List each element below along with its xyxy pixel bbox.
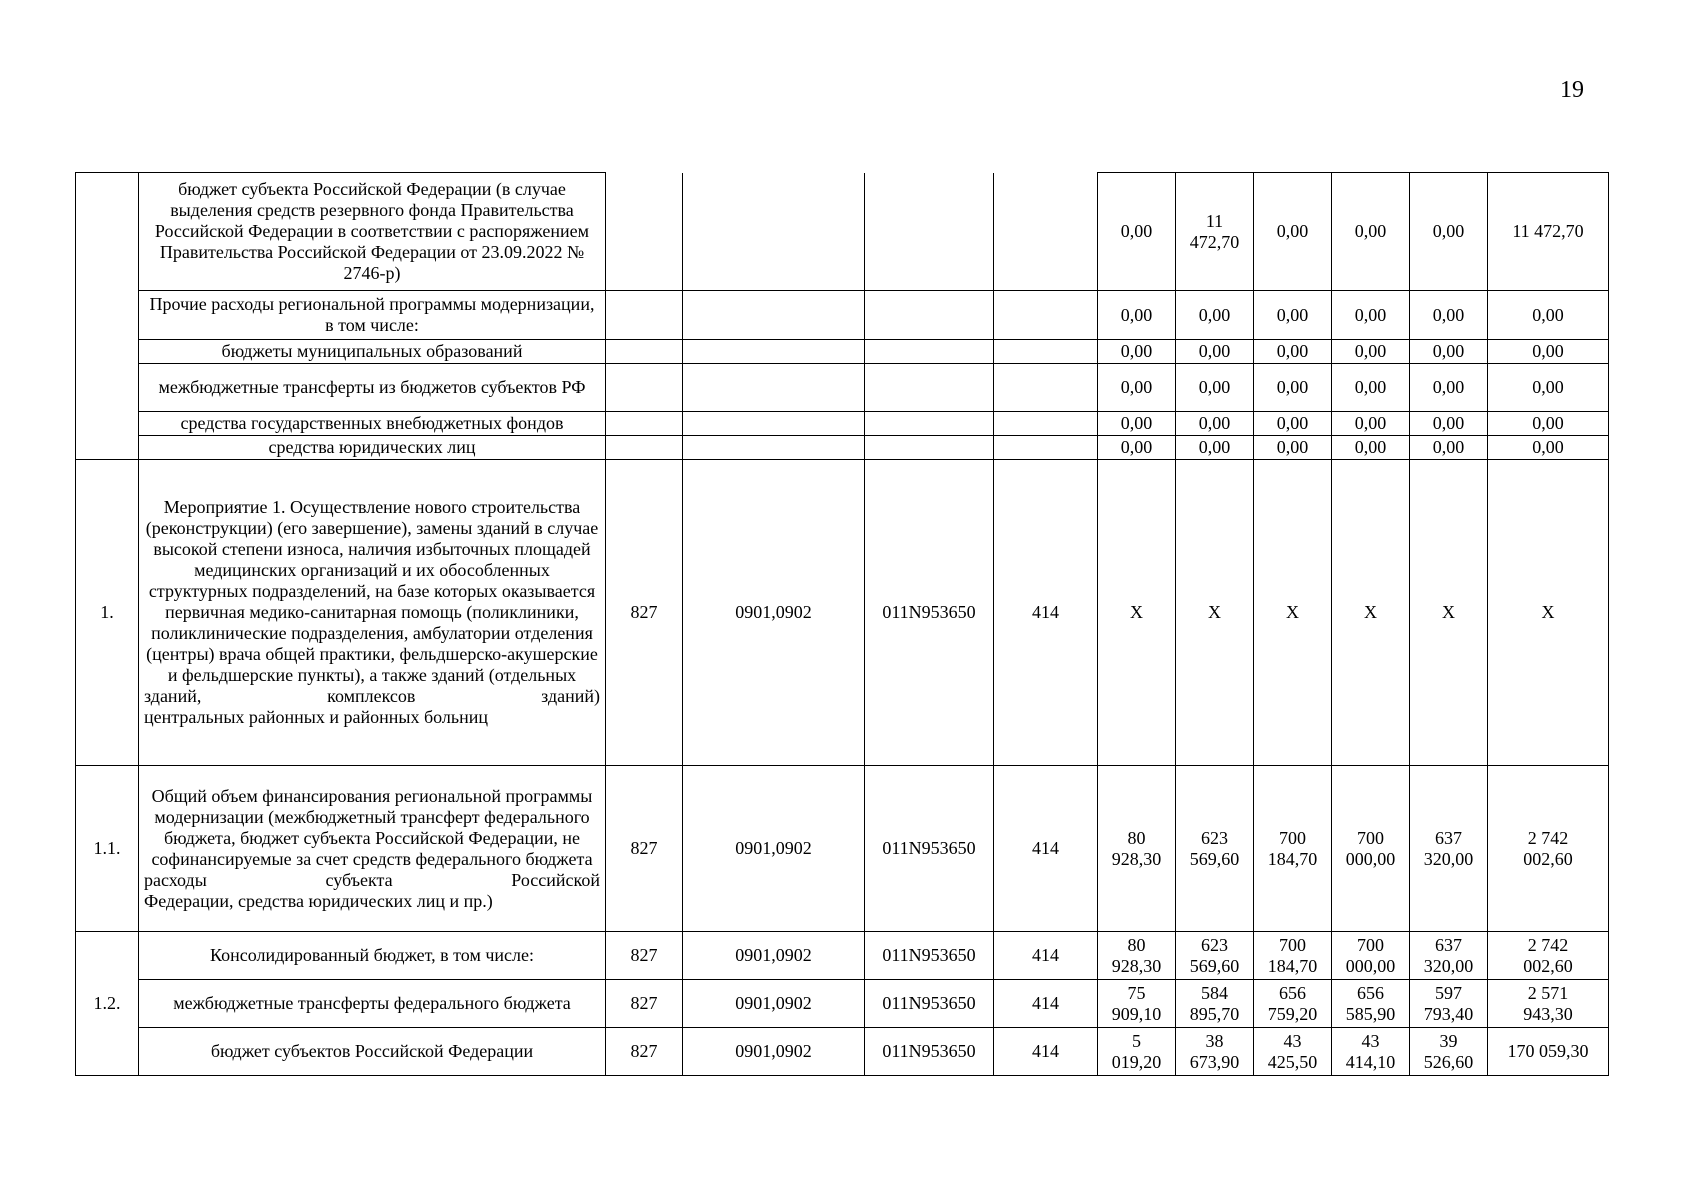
table-row xyxy=(76,1028,1609,1076)
page-number: 19 xyxy=(1560,77,1584,103)
value-cell: 637 320,00 xyxy=(1410,766,1488,932)
value-cell: X xyxy=(1254,460,1332,766)
row-description: Мероприятие 1. Осуществление нового строительства (реконструкции) (его завершение), замены зданий в случае высокой степени износа, наличия избыточных площадей медицинских организаций и их обособленных структурных подразделений, на базе которых оказывается первичная медико-санитарная помощь (поликлиники, поликлинические подразделения, амбулатории отделения (центры) врача общей практики, фельдшерско-акушерские и фельдшерские пункты), а также зданий (отдельных зданий, комплексов зданий) центральных районных и районных больниц xyxy=(139,460,606,766)
value-cell: 0,00 xyxy=(1098,340,1176,364)
vr-cell: 414 xyxy=(994,1028,1098,1076)
grbs-cell xyxy=(606,291,683,340)
total-cell: 11 472,70 xyxy=(1488,173,1609,291)
table-row xyxy=(76,980,1609,1028)
total-cell: 0,00 xyxy=(1488,436,1609,460)
rzpr-cell: 0901,0902 xyxy=(683,932,865,980)
value-cell: 0,00 xyxy=(1254,291,1332,340)
grbs-cell xyxy=(606,364,683,412)
value-cell: 0,00 xyxy=(1098,291,1176,340)
row-description: средства юридических лиц xyxy=(139,436,606,460)
value-cell: 0,00 xyxy=(1254,436,1332,460)
vr-cell xyxy=(994,340,1098,364)
total-cell: 0,00 xyxy=(1488,340,1609,364)
value-cell: 0,00 xyxy=(1254,412,1332,436)
value-cell: 700 000,00 xyxy=(1332,766,1410,932)
value-cell: 0,00 xyxy=(1410,291,1488,340)
grbs-cell: 827 xyxy=(606,460,683,766)
row-description: Общий объем финансирования региональной программы модернизации (межбюджетный трансферт федерального бюджета, бюджет субъекта Российской Федерации, не софинансируемые за счет средств федерального бюджета расходы субъекта Российской Федерации, средства юридических лиц и пр.) xyxy=(139,766,606,932)
rzpr-cell: 0901,0902 xyxy=(683,1028,865,1076)
table-row xyxy=(76,766,1609,932)
table-row xyxy=(76,364,1609,412)
value-cell: 75 909,10 xyxy=(1098,980,1176,1028)
rzpr-cell: 0901,0902 xyxy=(683,980,865,1028)
grbs-cell xyxy=(606,412,683,436)
rzpr-cell xyxy=(683,291,865,340)
csr-cell: 011N953650 xyxy=(865,980,994,1028)
row-description: бюджеты муниципальных образований xyxy=(139,340,606,364)
row-number-cell xyxy=(76,340,139,460)
vr-cell xyxy=(994,364,1098,412)
total-cell: 170 059,30 xyxy=(1488,1028,1609,1076)
total-cell: 0,00 xyxy=(1488,412,1609,436)
table-row xyxy=(76,173,1609,291)
vr-cell: 414 xyxy=(994,980,1098,1028)
value-cell: 0,00 xyxy=(1332,436,1410,460)
table-row xyxy=(76,436,1609,460)
csr-cell xyxy=(865,436,994,460)
value-cell: 0,00 xyxy=(1176,412,1254,436)
rzpr-cell: 0901,0902 xyxy=(683,460,865,766)
csr-cell: 011N953650 xyxy=(865,1028,994,1076)
value-cell: 637 320,00 xyxy=(1410,932,1488,980)
value-cell: 0,00 xyxy=(1410,412,1488,436)
value-cell: 80 928,30 xyxy=(1098,932,1176,980)
value-cell: 0,00 xyxy=(1254,340,1332,364)
row-description: средства государственных внебюджетных фондов xyxy=(139,412,606,436)
total-cell: X xyxy=(1488,460,1609,766)
value-cell: 0,00 xyxy=(1176,364,1254,412)
csr-cell: 011N953650 xyxy=(865,932,994,980)
row-description: бюджет субъектов Российской Федерации xyxy=(139,1028,606,1076)
grbs-cell: 827 xyxy=(606,1028,683,1076)
row-number: 1. xyxy=(76,460,139,766)
grbs-cell: 827 xyxy=(606,932,683,980)
vr-cell xyxy=(994,436,1098,460)
value-cell: 0,00 xyxy=(1410,364,1488,412)
financing-table xyxy=(75,172,1609,1076)
rzpr-cell xyxy=(683,412,865,436)
rzpr-cell xyxy=(683,436,865,460)
value-cell: X xyxy=(1410,460,1488,766)
row-number: 1.2. xyxy=(76,932,139,1076)
grbs-cell xyxy=(606,436,683,460)
csr-cell xyxy=(865,340,994,364)
total-cell: 2 571 943,30 xyxy=(1488,980,1609,1028)
total-cell: 2 742 002,60 xyxy=(1488,932,1609,980)
value-cell: 5 019,20 xyxy=(1098,1028,1176,1076)
value-cell: 584 895,70 xyxy=(1176,980,1254,1028)
value-cell: 43 425,50 xyxy=(1254,1028,1332,1076)
value-cell: X xyxy=(1176,460,1254,766)
total-cell: 0,00 xyxy=(1488,364,1609,412)
value-cell: 0,00 xyxy=(1410,436,1488,460)
row-description: Прочие расходы региональной программы модернизации, в том числе: xyxy=(139,291,606,340)
value-cell: 0,00 xyxy=(1254,364,1332,412)
row-description: межбюджетные трансферты федерального бюджета xyxy=(139,980,606,1028)
value-cell: X xyxy=(1332,460,1410,766)
value-cell: 39 526,60 xyxy=(1410,1028,1488,1076)
value-cell: 0,00 xyxy=(1332,412,1410,436)
rzpr-cell xyxy=(683,173,865,291)
grbs-cell: 827 xyxy=(606,766,683,932)
value-cell: 11 472,70 xyxy=(1176,173,1254,291)
value-cell: 0,00 xyxy=(1098,412,1176,436)
table-row xyxy=(76,412,1609,436)
row-description: межбюджетные трансферты из бюджетов субъектов РФ xyxy=(139,364,606,412)
table-row xyxy=(76,291,1609,340)
value-cell: 0,00 xyxy=(1332,173,1410,291)
value-cell: 623 569,60 xyxy=(1176,932,1254,980)
table-row xyxy=(76,460,1609,766)
value-cell: 80 928,30 xyxy=(1098,766,1176,932)
rzpr-cell xyxy=(683,340,865,364)
value-cell: 0,00 xyxy=(1332,364,1410,412)
value-cell: 0,00 xyxy=(1254,173,1332,291)
vr-cell xyxy=(994,412,1098,436)
rzpr-cell xyxy=(683,364,865,412)
csr-cell: 011N953650 xyxy=(865,460,994,766)
total-cell: 0,00 xyxy=(1488,291,1609,340)
csr-cell xyxy=(865,412,994,436)
vr-cell xyxy=(994,173,1098,291)
csr-cell xyxy=(865,291,994,340)
value-cell: 0,00 xyxy=(1098,364,1176,412)
total-cell: 2 742 002,60 xyxy=(1488,766,1609,932)
csr-cell xyxy=(865,364,994,412)
row-number-cell xyxy=(76,173,139,340)
row-number: 1.1. xyxy=(76,766,139,932)
value-cell: 700 184,70 xyxy=(1254,932,1332,980)
value-cell: 0,00 xyxy=(1098,436,1176,460)
grbs-cell xyxy=(606,340,683,364)
value-cell: 656 759,20 xyxy=(1254,980,1332,1028)
vr-cell: 414 xyxy=(994,766,1098,932)
value-cell: X xyxy=(1098,460,1176,766)
vr-cell xyxy=(994,291,1098,340)
value-cell: 0,00 xyxy=(1176,291,1254,340)
vr-cell: 414 xyxy=(994,932,1098,980)
row-description: бюджет субъекта Российской Федерации (в случае выделения средств резервного фонда Правительства Российской Федерации в соответствии с распоряжением Правительства Российской Федерации от 23.09.2022 № 2746-р) xyxy=(139,173,606,291)
table-row xyxy=(76,932,1609,980)
value-cell: 43 414,10 xyxy=(1332,1028,1410,1076)
csr-cell xyxy=(865,173,994,291)
csr-cell: 011N953650 xyxy=(865,766,994,932)
value-cell: 0,00 xyxy=(1410,173,1488,291)
value-cell: 0,00 xyxy=(1098,173,1176,291)
value-cell: 0,00 xyxy=(1332,340,1410,364)
value-cell: 38 673,90 xyxy=(1176,1028,1254,1076)
value-cell: 0,00 xyxy=(1410,340,1488,364)
value-cell: 656 585,90 xyxy=(1332,980,1410,1028)
value-cell: 597 793,40 xyxy=(1410,980,1488,1028)
value-cell: 623 569,60 xyxy=(1176,766,1254,932)
grbs-cell xyxy=(606,173,683,291)
table-row xyxy=(76,340,1609,364)
value-cell: 0,00 xyxy=(1332,291,1410,340)
grbs-cell: 827 xyxy=(606,980,683,1028)
value-cell: 700 184,70 xyxy=(1254,766,1332,932)
rzpr-cell: 0901,0902 xyxy=(683,766,865,932)
row-description: Консолидированный бюджет, в том числе: xyxy=(139,932,606,980)
value-cell: 700 000,00 xyxy=(1332,932,1410,980)
vr-cell: 414 xyxy=(994,460,1098,766)
value-cell: 0,00 xyxy=(1176,436,1254,460)
value-cell: 0,00 xyxy=(1176,340,1254,364)
